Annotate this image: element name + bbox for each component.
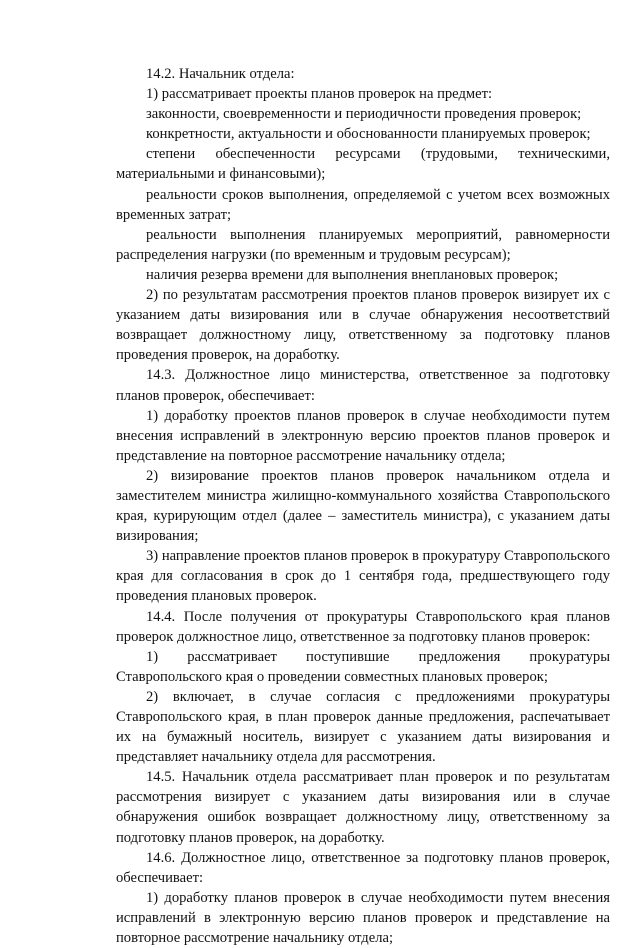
paragraph-14-3: 14.3. Должностное лицо министерства, ответственное за подготовку планов проверок, обеспечивает: <box>116 367 610 404</box>
paragraph-14-3-item-1: 1) доработку проектов планов проверок в случае необходимости путем внесения исправлений в электронную версию проектов планов проверок и представление на повторное рассмотрение начальнику отдела; <box>116 407 610 464</box>
paragraph-criterion-feasibility: реальности выполнения планируемых мероприятий, равномерности распределения нагрузки (по временным и трудовым ресурсам); <box>116 226 610 263</box>
paragraph-14-3-item-3: 3) направление проектов планов проверок в прокуратуру Ставропольского края для согласования в срок до 1 сентября года, предшествующего году проведения плановых проверок. <box>116 548 610 605</box>
paragraph-14-4-item-2: 2) включает, в случае согласия с предложениями прокуратуры Ставропольского края, в план проверок данные предложения, распечатывает их на бумажный носитель, визирует с указанием даты визирования и представляет начальнику отдела для рассмотрения. <box>116 688 610 766</box>
paragraph-14-2-item-1: 1) рассматривает проекты планов проверок на предмет: <box>146 86 493 103</box>
paragraph-14-5: 14.5. Начальник отдела рассматривает план проверок и по результатам рассмотрения визирует с указанием даты визирования или в случае обнаружения ошибок возвращает должностному лицу, ответственному за подготовку планов проверок, на доработку. <box>116 769 610 846</box>
paragraph-criterion-reserve: наличия резерва времени для выполнения внеплановых проверок; <box>146 266 559 283</box>
paragraph-14-6-item-1: 1) доработку планов проверок в случае необходимости путем внесения исправлений в электронную версию планов проверок и представление на повторное рассмотрение начальнику отдела; <box>116 889 610 947</box>
paragraph-criterion-legality: законности, своевременности и периодичности проведения проверок; <box>146 106 582 123</box>
paragraph-14-3-item-2: 2) визирование проектов планов проверок начальником отдела и заместителем министра жилищно-коммунального хозяйства Ставропольского края, курирующим отдел (далее – заместитель министра), с указанием даты визирования; <box>116 467 610 545</box>
document-page <box>116 64 610 948</box>
paragraph-14-4: 14.4. После получения от прокуратуры Ставропольского края планов проверок должностное лицо, ответственное за подготовку планов проверок: <box>116 608 610 645</box>
paragraph-14-6: 14.6. Должностное лицо, ответственное за подготовку планов проверок, обеспечивает: <box>116 849 610 886</box>
paragraph-criterion-concreteness: конкретности, актуальности и обоснованности планируемых проверок; <box>146 126 591 143</box>
paragraph-14-2: 14.2. Начальник отдела: <box>146 66 295 82</box>
paragraph-14-2-item-2: 2) по результатам рассмотрения проектов планов проверок визирует их с указанием даты визирования или в случае обнаружения несоответствий возвращает должностному лицу, ответственному за подготовку планов проведения проверок, на доработку. <box>116 287 610 364</box>
paragraph-criterion-deadlines: реальности сроков выполнения, определяемой с учетом всех возможных временных затрат; <box>116 186 610 223</box>
paragraph-14-4-item-1: 1) рассматривает поступившие предложения прокуратуры Ставропольского края о проведении совместных плановых проверок; <box>116 648 610 685</box>
paragraph-criterion-resources: степени обеспеченности ресурсами (трудовыми, техническими, материальными и финансовыми); <box>116 146 610 183</box>
